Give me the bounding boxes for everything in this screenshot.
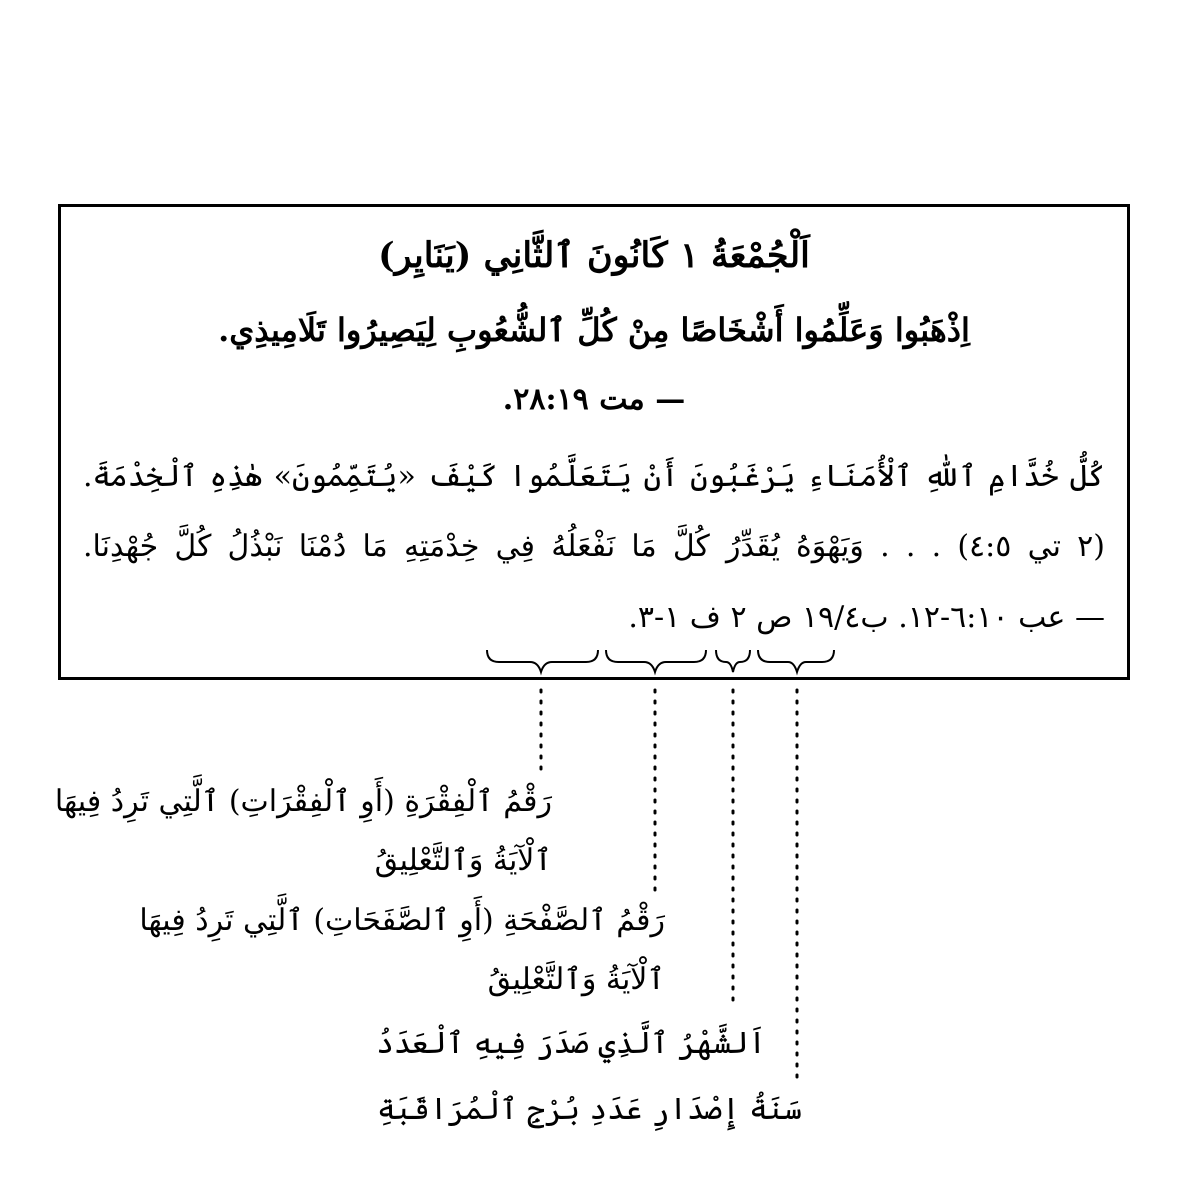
label-paragraph-number-1: رَقْمُ ٱلْفِقْرَةِ (أَوِ ٱلْفِقْرَاتِ) ٱلَّتِي تَرِدُ فِيهَا bbox=[54, 784, 552, 819]
label-paragraph-number-2: ٱلْآيَةُ وَٱلتَّعْلِيقُ bbox=[374, 843, 552, 878]
label-year: سَنَةُ إِصْدَارِ عَدَدِ بُرْجِ ٱلْمُرَاقَبَةِ bbox=[377, 1092, 802, 1127]
theme-verse: اِذْهَبُوا وَعَلِّمُوا أَشْخَاصًا مِنْ كُلِّ ٱلشُّعُوبِ لِيَصِيرُوا تَلَامِيذِي. bbox=[218, 311, 970, 349]
source-page: ص ٢ bbox=[730, 600, 793, 635]
verse-reference: — مت ٢٨:١٩. bbox=[502, 382, 686, 417]
source-reference bbox=[83, 600, 1105, 635]
date-title: اَلْجُمْعَةُ ١ كَانُونَ ٱلثَّانِي (يَنَايِر) bbox=[378, 235, 810, 276]
source-scripture: — عب ٦:١٠-١٢. bbox=[898, 600, 1105, 635]
source-month: /٤ bbox=[834, 600, 861, 635]
daily-text-card bbox=[58, 204, 1130, 680]
comment-line-1: كُلُّ خُدَّامِ ٱللّٰهِ ٱلْأُمَنَاءِ يَرْغَبُونَ أَنْ يَتَعَلَّمُوا كَيْفَ «يُتَمِّمُونَ» هٰذِهِ ٱلْخِدْمَةَ. bbox=[83, 459, 1105, 494]
source-paragraphs: ف ١-٣. bbox=[628, 600, 721, 635]
label-page-number-1: رَقْمُ ٱلصَّفْحَةِ (أَوِ ٱلصَّفَحَاتِ) ٱلَّتِي تَرِدُ فِيهَا bbox=[139, 903, 665, 938]
label-month: اَلشَّهْرُ ٱلَّذِي صَدَرَ فِيهِ ٱلْعَدَدُ bbox=[376, 1026, 766, 1061]
comment-line-2: (٢ تي ٤:٥) . . . وَيَهْوَهُ يُقَدِّرُ كُلَّ مَا نَفْعَلُهُ فِي خِدْمَتِهِ مَا دُمْنَا نَبْذُلُ كُلَّ جُهْدِنَا. bbox=[83, 529, 1105, 564]
label-page-number-2: ٱلْآيَةُ وَٱلتَّعْلِيقُ bbox=[487, 962, 665, 997]
source-year: ب١٩ bbox=[801, 600, 889, 635]
